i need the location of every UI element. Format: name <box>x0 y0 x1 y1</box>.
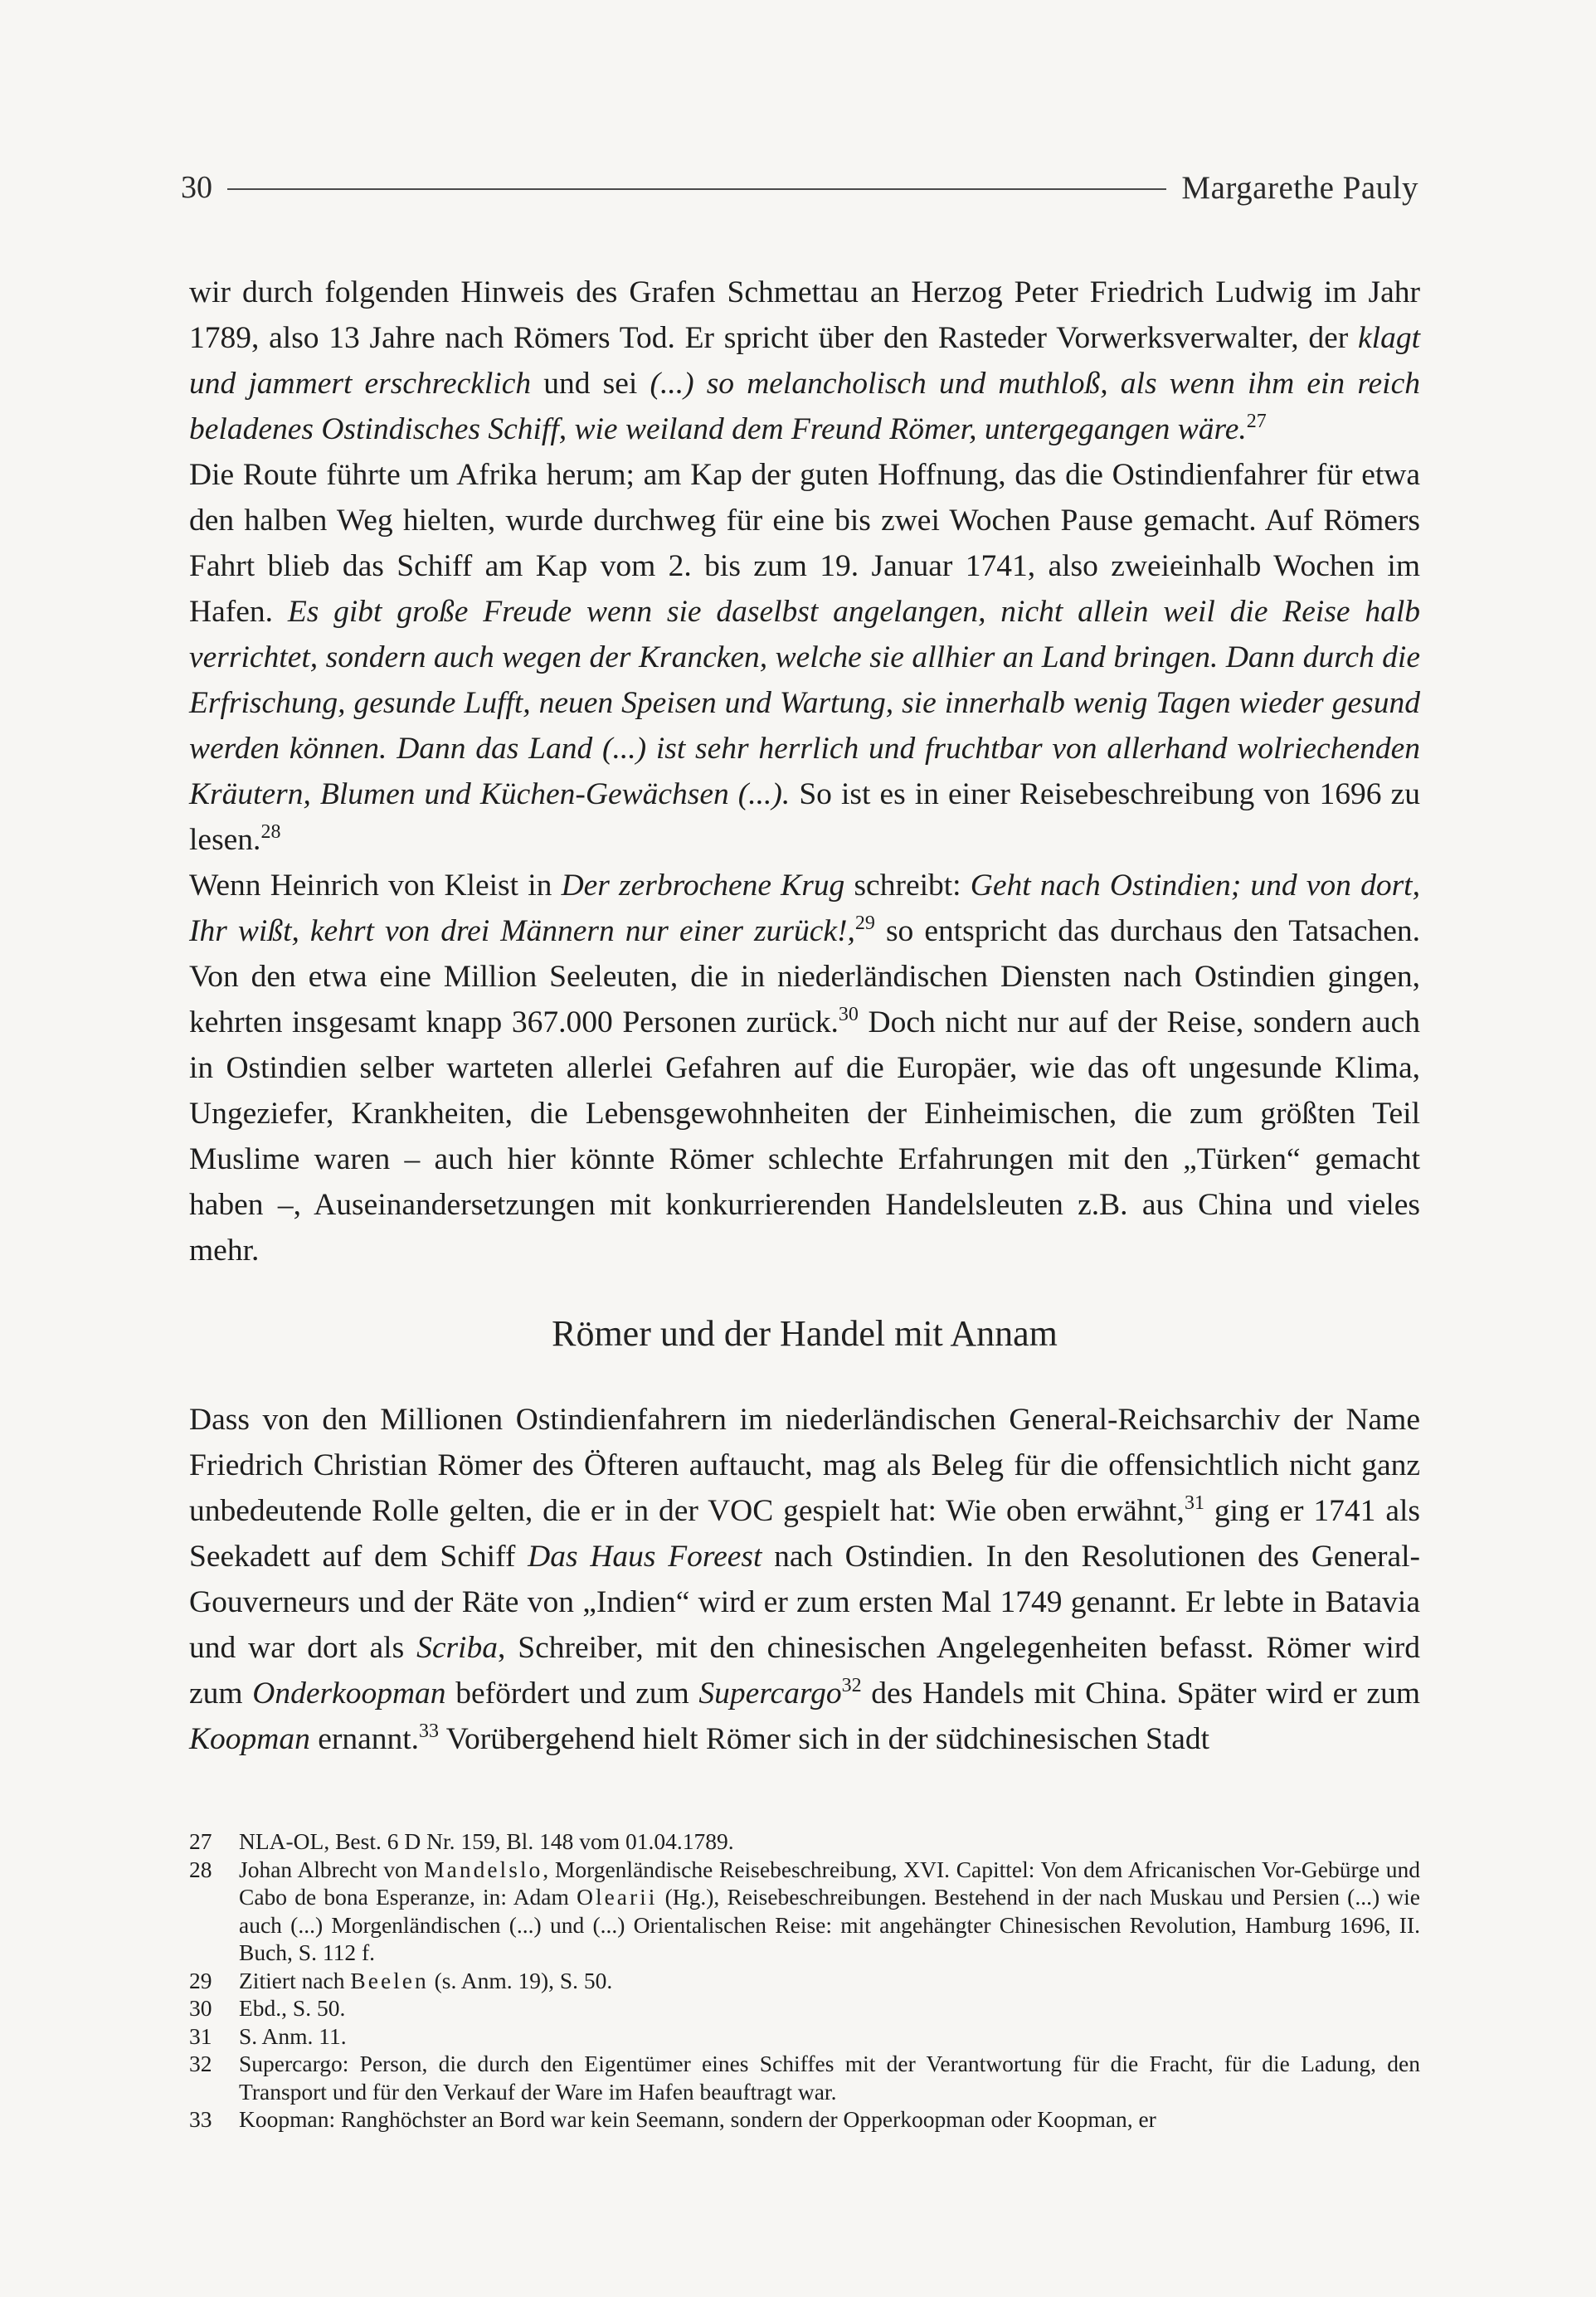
footnote-ref: 27 <box>1246 411 1267 432</box>
italic-text: Das Haus Foreest <box>528 1540 762 1574</box>
paragraph <box>189 452 1420 863</box>
italic-text: Koopman <box>189 1722 310 1756</box>
text-run: Zitiert nach <box>239 1967 351 1993</box>
footnote-text <box>239 2050 1420 2105</box>
italic-text: Scriba <box>416 1631 498 1665</box>
footnote-text <box>239 2022 1420 2051</box>
text-run: so entspricht das durchaus den Tatsachen. Von den etwa eine Million Seeleuten, die in niederländischen Diensten nach Ostindien gingen, kehrten insgesamt knapp 367.000 Personen zurück. <box>189 914 1420 1039</box>
running-header <box>181 164 1418 211</box>
footnote-ref: 32 <box>841 1675 862 1696</box>
text-run: , Schreiber, mit den chinesischen Angelegenheiten befasst. Römer wird zum <box>189 1631 1421 1711</box>
page-number: 30 <box>181 170 212 205</box>
header-rule <box>227 188 1166 190</box>
footnotes <box>189 1827 1420 2134</box>
text-run: nach Ostindien. In den Resolutionen des General-Gouverneurs und der Räte von „Indien“ wird er zum ersten Mal 1749 genannt. Er lebte in Batavia und war dort als <box>189 1540 1421 1665</box>
italic-text: Der zerbrochene Krug <box>561 869 845 903</box>
footnote-text <box>239 1994 1420 2022</box>
paragraph <box>189 863 1420 1273</box>
footnote <box>189 2050 1420 2105</box>
text-run: Dass von den Millionen Ostindienfahrern im niederländischen General-Reichsarchiv der Name Friedrich Christian Römer des Öfteren auftaucht, mag als Beleg für die offensichtlich nicht ganz unbedeutende Rolle gelten, die er in der VOC gespielt hat: Wie oben erwähnt, <box>189 1403 1420 1528</box>
text-run: Doch nicht nur auf der Reise, sondern auch in Ostindien selber warteten allerlei Gefahren auf die Europäer, wie das oft ungesunde Klima, Ungeziefer, Krankheiten, die Lebensgewohnheiten der Einheimischen, die zum größten Teil Muslime waren – auch hier könnte Römer schlechte Erfahrungen mit den „Türken“ gemacht haben –, Auseinandersetzungen mit konkurrierenden Handelsleuten z.B. aus China und vieles mehr. <box>189 1005 1420 1268</box>
footnote-number: 33 <box>189 2106 212 2132</box>
footnote-ref: 28 <box>260 821 281 843</box>
text-run: Koopman: Ranghöchster an Bord war kein Seemann, sondern der Opperkoopman oder Koopman, er <box>239 2106 1156 2132</box>
text-run: und sei <box>531 367 650 401</box>
text-run: Vorübergehend hielt Römer sich in der südchinesischen Stadt <box>439 1722 1210 1756</box>
footnote <box>189 2105 1420 2134</box>
text-run: Ebd., S. 50. <box>239 1995 346 2021</box>
footnote <box>189 1967 1420 1995</box>
text-run: wir durch folgenden Hinweis des Grafen Schmettau an Herzog Peter Friedrich Ludwig im Jahr 1789, also 13 Jahre nach Römers Tod. Er spricht über den Rasteder Vorwerksverwalter, der <box>189 275 1420 355</box>
body-text-block-2 <box>189 1397 1420 1762</box>
footnote-number: 27 <box>189 1828 212 1854</box>
footnote <box>189 1994 1420 2022</box>
text-run: (Hg.), Reisebeschreibungen. Bestehend in der nach Muskau und Persien (...) wie auch (...) Morgenländischen (...) und (...) Orientalischen Reise: mit angehängter Chinesischen Revolution, Hamburg 1696, II. Buch, S. 112 f. <box>239 1884 1420 1965</box>
italic-text: Es gibt große Freude wenn sie daselbst angelangen, nicht allein weil die Reise halb verrichtet, sondern auch wegen der Krancken, welche sie allhier an Land bringen. Dann durch die Erfrischung, gesunde Lufft, neuen Speisen und Wartung, sie innerhalb wenig Tagen wieder gesund werden können. Dann das Land (...) ist sehr herrlich und fruchtbar von allerhand wolriechenden Kräutern, Blumen und Küchen-Gewächsen (...). <box>189 595 1420 811</box>
italic-text: klagt und jammert erschrecklich <box>189 321 1420 401</box>
text-run: (s. Anm. 19), S. 50. <box>428 1967 613 1993</box>
author-name: Mandelslo <box>424 1856 543 1882</box>
footnote-text <box>239 1827 1420 1856</box>
footnote-number: 32 <box>189 2051 212 2076</box>
text-run: ernannt. <box>309 1722 420 1756</box>
text-run: So ist es in einer Reisebeschreibung von 1696 zu lesen. <box>189 777 1421 857</box>
text-run: befördert und zum <box>445 1677 699 1711</box>
text-run: des Handels mit China. Später wird er zum <box>861 1677 1420 1711</box>
footnote <box>189 1856 1420 1967</box>
footnote <box>189 1827 1420 1856</box>
author-name: Olearii <box>577 1884 658 1910</box>
paragraph <box>189 270 1420 452</box>
footnote-text <box>239 2105 1420 2134</box>
text-run: ging er 1741 als Seekadett auf dem Schiff <box>189 1494 1420 1574</box>
italic-text: (...) so melancholisch und muthloß, als wenn ihm ein reich beladenes Ostindisches Schiff, wie weiland dem Freund Römer, untergegangen wäre. <box>189 367 1420 446</box>
footnote-number: 28 <box>189 1856 212 1882</box>
running-author: Margarethe Pauly <box>1181 169 1418 206</box>
text-run: Wenn Heinrich von Kleist in <box>189 869 562 903</box>
italic-text: Geht nach Ostindien; und von dort, Ihr wißt, kehrt von drei Männern nur einer zurück!, <box>189 869 1420 948</box>
italic-text: Supercargo <box>698 1677 842 1711</box>
footnote <box>189 2022 1420 2051</box>
author-name: Beelen <box>350 1967 429 1993</box>
footnote-ref: 29 <box>854 912 875 934</box>
paragraph <box>189 1397 1420 1762</box>
text-run: , Morgenländische Reisebeschreibung, XVI. Capittel: Von dem Africanischen Vor-Gebürge und Cabo de bona Esperanze, in: Adam <box>239 1856 1421 1910</box>
text-run: NLA-OL, Best. 6 D Nr. 159, Bl. 148 vom 01.04.1789. <box>239 1828 734 1854</box>
text-run: Die Route führte um Afrika herum; am Kap der guten Hoffnung, das die Ostindienfahrer für etwa den halben Weg hielten, wurde durchweg für eine bis zwei Wochen Pause gemacht. Auf Römers Fahrt blieb das Schiff am Kap vom 2. bis zum 19. Januar 1741, also zweieinhalb Wochen im Hafen. <box>189 458 1420 629</box>
text-run: Supercargo: Person, die durch den Eigentümer eines Schiffes mit der Verantwortung für die Fracht, für die Ladung, den Transport und für den Verkauf der Ware im Hafen beauftragt war. <box>239 2051 1420 2105</box>
footnote-number: 30 <box>189 1995 212 2021</box>
footnote-ref: 30 <box>838 1004 859 1025</box>
footnote-number: 31 <box>189 2022 212 2049</box>
footnote-ref: 33 <box>419 1720 440 1742</box>
body-text-block-1 <box>189 270 1420 1273</box>
text-run: S. Anm. 11. <box>239 2022 347 2049</box>
footnote-text <box>239 1967 1420 1995</box>
text-run: Johan Albrecht von <box>239 1856 425 1882</box>
text-run: schreibt: <box>844 869 971 903</box>
italic-text: Onderkoopman <box>252 1677 446 1711</box>
footnote-text <box>239 1856 1420 1967</box>
footnote-ref: 31 <box>1184 1492 1204 1514</box>
section-heading: Römer und der Handel mit Annam <box>552 1313 1058 1354</box>
footnote-number: 29 <box>189 1967 212 1993</box>
